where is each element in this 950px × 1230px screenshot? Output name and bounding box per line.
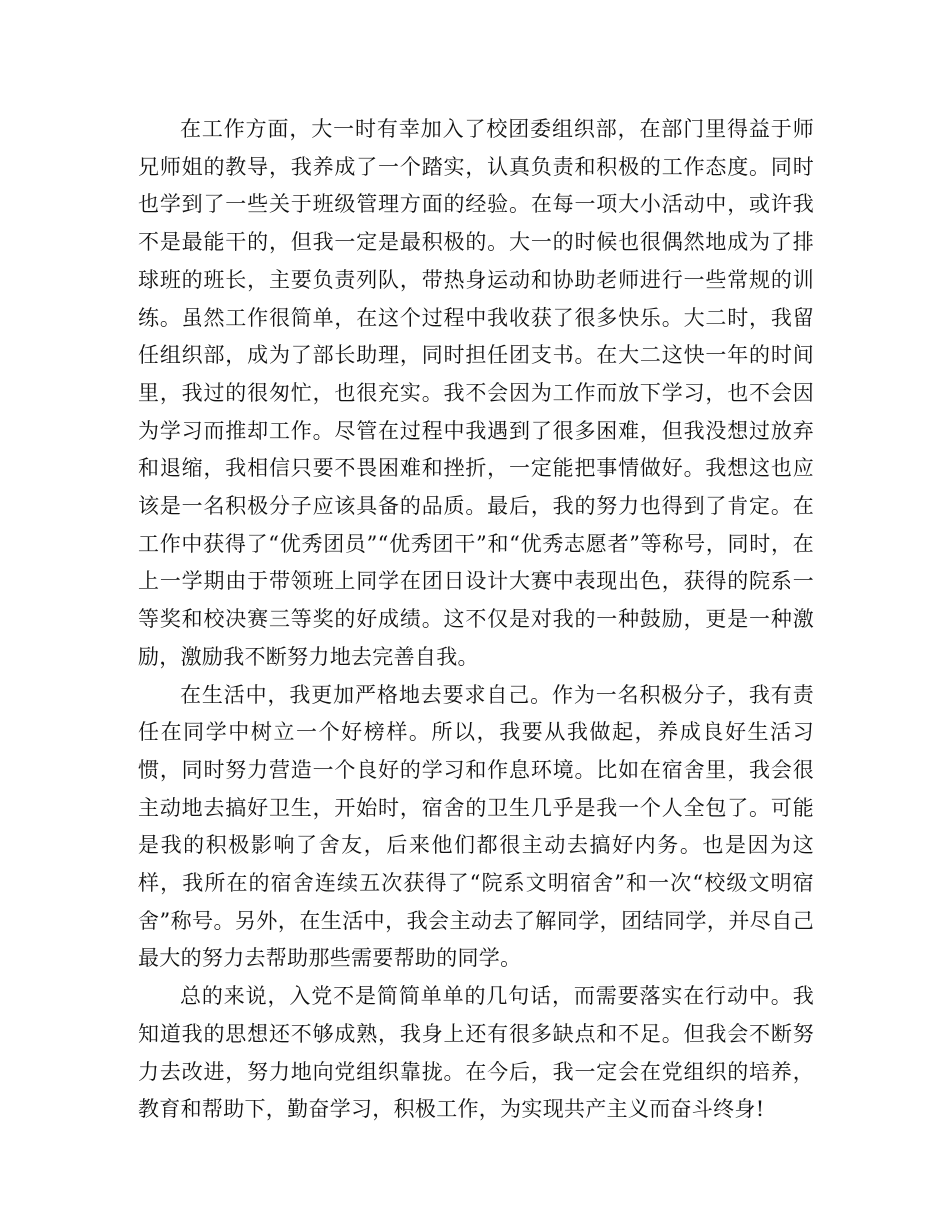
paragraph-conclusion: 总的来说，入党不是简简单单的几句话，而需要落实在行动中。我知道我的思想还不够成熟，我身上还有很多缺点和不足。但我会不断努力去改进，努力地向党组织靠拢。在今后，我一定会在党组织的培养，教育和帮助下，勤奋学习，积极工作，为实现共产主义而奋斗终身! — [138, 984, 814, 1122]
paragraph-life: 在生活中，我更加严格地去要求自己。作为一名积极分子，我有责任在同学中树立一个好榜样。所以，我要从我做起，养成良好生活习惯，同时努力营造一个良好的学习和作息环境。比如在宿舍里，我会很主动地去搞好卫生，开始时，宿舍的卫生几乎是我一个人全包了。可能是我的积极影响了舍友，后来他们都很主动去搞好内务。也是因为这样，我所在的宿舍连续五次获得了“院系文明宿舍”和一次“校级文明宿舍”称号。另外，在生活中，我会主动去了解同学，团结同学，并尽自己最大的努力去帮助那些需要帮助的同学。 — [138, 682, 814, 971]
document-page — [138, 111, 814, 1129]
paragraph-work: 在工作方面，大一时有幸加入了校团委组织部，在部门里得益于师兄师姐的教导，我养成了一个踏实，认真负责和积极的工作态度。同时也学到了一些关于班级管理方面的经验。在每一项大小活动中，或许我不是最能干的，但我一定是最积极的。大一的时候也很偶然地成为了排球班的班长，主要负责列队，带热身运动和协助老师进行一些常规的训练。虽然工作很简单，在这个过程中我收获了很多快乐。大二时，我留任组织部，成为了部长助理，同时担任团支书。在大二这快一年的时间里，我过的很匆忙，也很充实。我不会因为工作而放下学习，也不会因为学习而推却工作。尽管在过程中我遇到了很多困难，但我没想过放弃和退缩，我相信只要不畏困难和挫折，一定能把事情做好。我想这也应该是一名积极分子应该具备的品质。最后，我的努力也得到了肯定。在工作中获得了“优秀团员”“优秀团干”和“优秀志愿者”等称号，同时，在上一学期由于带领班上同学在团日设计大赛中表现出色，获得的院系一等奖和校决赛三等奖的好成绩。这不仅是对我的一种鼓励，更是一种激励，激励我不断努力地去完善自我。 — [138, 117, 814, 669]
